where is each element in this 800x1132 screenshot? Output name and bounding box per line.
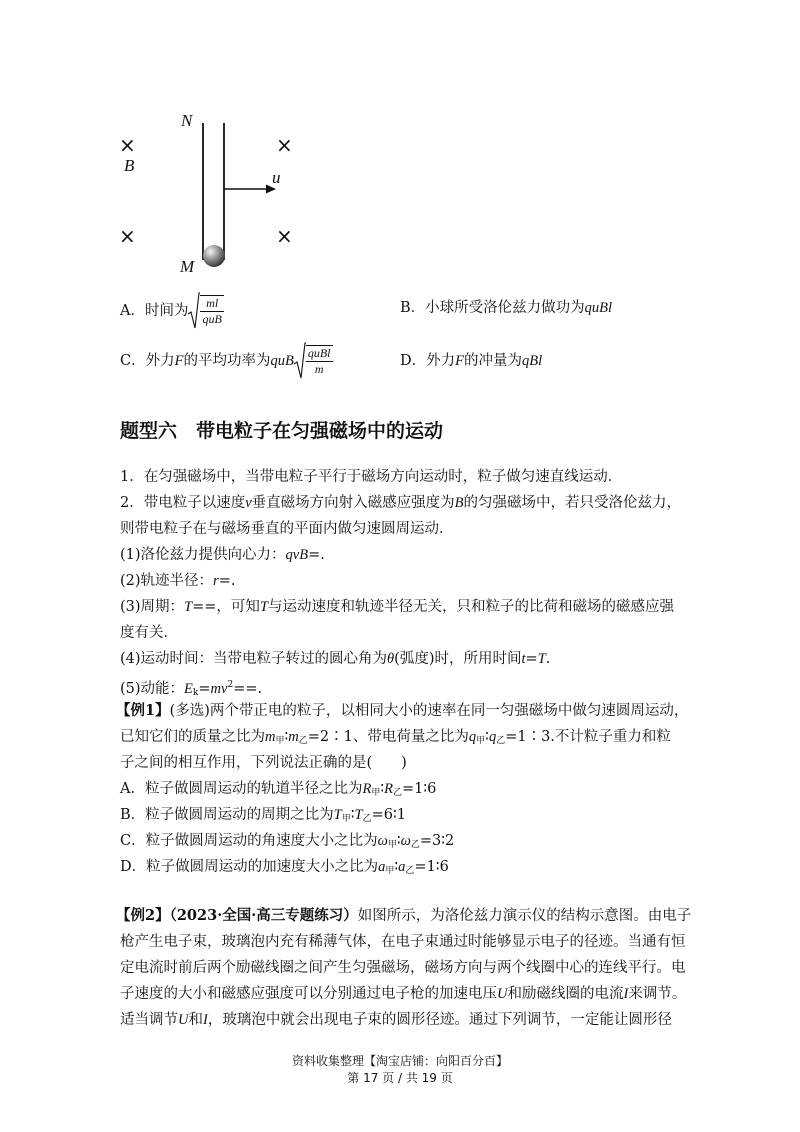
item-kinetic-energy: (5)动能：$E_k=mv^2==$. xyxy=(120,680,263,698)
item-time: (4)运动时间：当带电粒子转过的圆心角为θ(弧度)时，所用时间t=T. xyxy=(120,651,551,667)
sqrt-expression: $\frac{ml}{\text{quB}}$ xyxy=(188,292,223,330)
field-cross: × xyxy=(276,224,293,248)
ball xyxy=(203,245,225,267)
paragraph-2-cont: 则带电粒子在与磁场垂直的平面内做匀速圆周运动． xyxy=(120,521,454,537)
example2-line5: 适当调节U和I，玻璃泡中就会出现电子束的圆形径迹。通过下列调节，一定能让圆形径 xyxy=(120,1012,672,1028)
item-lorentz-force: (1)洛伦兹力提供向心力：qvB=. xyxy=(120,547,325,563)
label-b: B xyxy=(124,156,135,175)
option-d: D．外力F的冲量为qBl xyxy=(400,353,543,369)
example2-source: （2023·全国·高三专题练习） xyxy=(169,907,358,924)
option-c: C．外力F的平均功率为quB $\frac{\text{quBl}}{m}$ xyxy=(120,342,333,380)
label-u: u xyxy=(272,168,281,187)
example2-line1: 【例2】（2023·全国·高三专题练习）如图所示，为洛伦兹力演示仪的结构示意图。由电子 xyxy=(116,907,692,924)
example2-line4: 子速度的大小和磁感应强度可以分别通过电子枪的加速电压U和励磁线圈的电流I来调节。 xyxy=(120,986,687,1002)
sqrt-expression: $\frac{\text{quBl}}{m}$ xyxy=(294,342,333,380)
example1-option-c: C．粒子做圆周运动的角速度大小之比为$\omega_甲∶\omega_乙=3∶2$ xyxy=(120,833,455,850)
example1-tag: 【例1】 xyxy=(116,702,170,719)
example2-line2: 枪产生电子束，玻璃泡内充有稀薄气体，在电子束通过时能够显示电子的径迹。当通有恒 xyxy=(120,934,686,950)
section-heading: 题型六 带电粒子在匀强磁场中的运动 xyxy=(120,420,444,442)
example1-line2: 已知它们的质量之比为$m_甲∶m_乙=2∶1$、带电荷量之比为$q_甲∶q_乙=1∶3$.不计粒子重力和粒 xyxy=(120,729,671,746)
item-period-cont: 度有关． xyxy=(120,625,178,641)
option-a: A．时间为 $\frac{ml}{\text{quB}}$ xyxy=(120,292,224,330)
example1-line1: 【例1】(多选)两个带正电的粒子，以相同大小的速率在同一匀强磁场中做匀速圆周运动， xyxy=(116,702,689,719)
label-m: M xyxy=(180,257,195,276)
example2-line3: 定电流时前后两个励磁线圈之间产生匀强磁场，磁场方向与两个线圈中心的连线平行。电 xyxy=(120,960,686,976)
field-cross: × xyxy=(276,133,293,157)
field-cross: × xyxy=(119,133,136,157)
label-n: N xyxy=(181,111,193,130)
example2-tag: 【例2】 xyxy=(116,907,170,924)
item-radius: (2)轨迹半径：r=. xyxy=(120,573,236,589)
page-number: 第 17 页 / 共 19 页 xyxy=(347,1071,453,1085)
example1-line3: 子之间的相互作用，下列说法正确的是( ) xyxy=(120,755,407,771)
option-b: B．小球所受洛伦兹力做功为quBl xyxy=(400,300,613,316)
example1-option-d: D．粒子做圆周运动的加速度大小之比为$a_甲∶a_乙=1∶6$ xyxy=(120,859,449,876)
example1-option-a: A．粒子做圆周运动的轨道半径之比为$R_甲∶R_乙=1∶6$ xyxy=(120,781,437,798)
paragraph-2: 2．带电粒子以速度v垂直磁场方向射入磁感应强度为B的匀强磁场中，若只受洛伦兹力， xyxy=(120,495,682,511)
item-period: (3)周期：T==，可知T与运动速度和轨迹半径无关，只和粒子的比荷和磁场的磁感应强 xyxy=(120,599,675,615)
field-cross: × xyxy=(119,224,136,248)
paragraph-1: 1．在匀强磁场中，当带电粒子平行于磁场方向运动时，粒子做匀速直线运动． xyxy=(120,469,623,485)
footer-source: 资料收集整理【淘宝店铺：向阳百分百】 xyxy=(291,1054,508,1068)
example1-option-b: B．粒子做圆周运动的周期之比为$T_甲∶T_乙=6∶1$ xyxy=(120,807,406,824)
